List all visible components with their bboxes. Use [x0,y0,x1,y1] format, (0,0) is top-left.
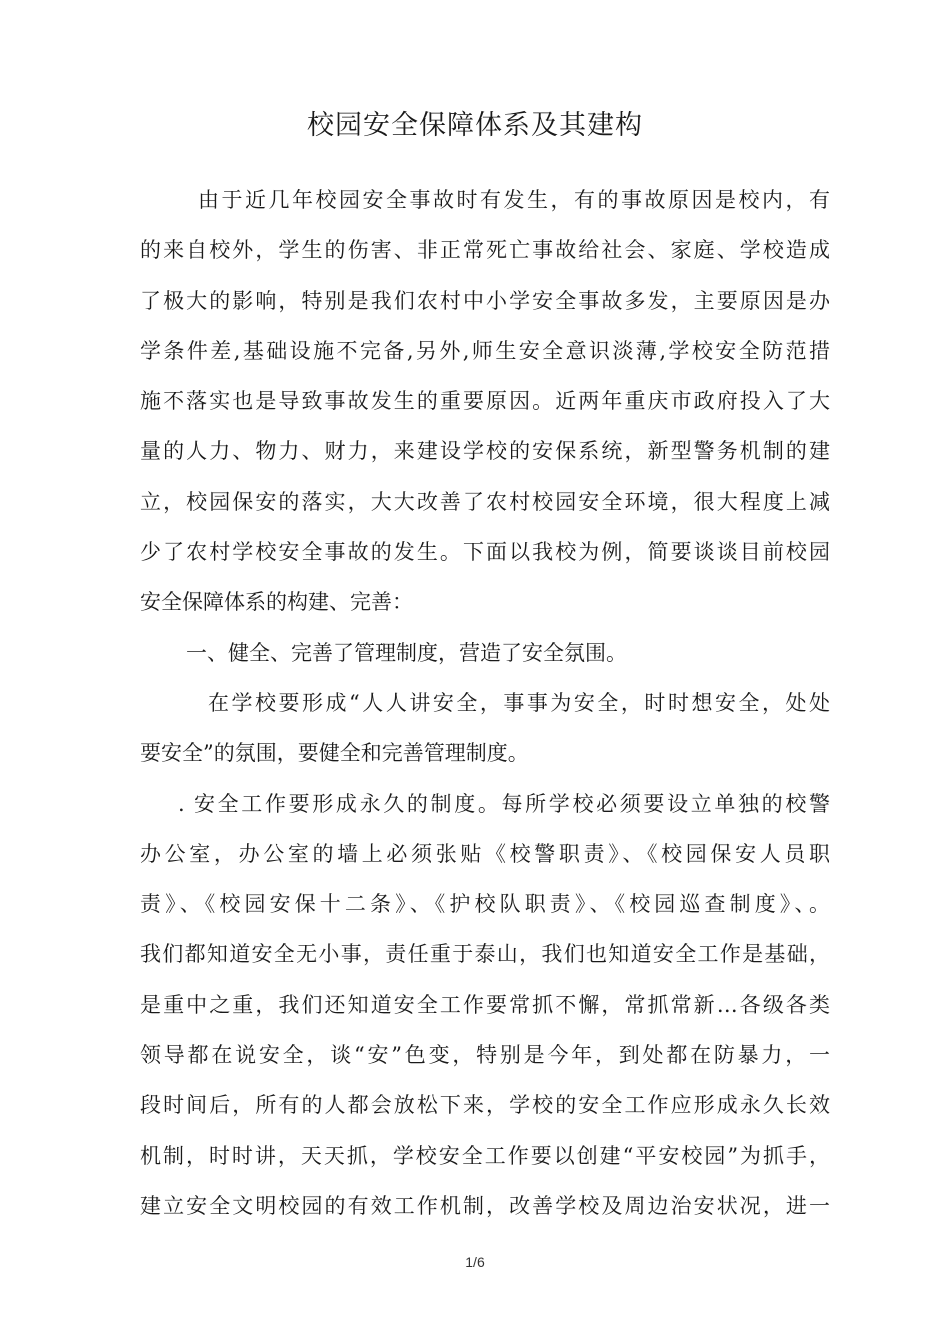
document-body [140,180,830,1236]
paragraph-line: 机制，时时讲，天天抓，学校安全工作要以创建“平安校园”为抓手， [140,1143,830,1168]
paragraph-line: 学条件差,基础设施不完备,另外,师生安全意识淡薄,学校安全防范措 [140,338,830,363]
paragraph-line: 段时间后，所有的人都会放松下来，学校的安全工作应形成永久长效 [140,1093,830,1118]
paragraph-line: 施不落实也是导致事故发生的重要原因。近两年重庆市政府投入了大 [140,389,830,414]
paragraph-line: 责》、《校园安保十二条》、《护校队职责》、《校园巡查制度》、。 [140,892,830,917]
paragraph-line: 领导都在说安全，谈“安”色变，特别是今年，到处都在防暴力，一 [140,1043,830,1068]
paragraph-line: 量的人力、物力、财力，来建设学校的安保系统，新型警务机制的建 [140,439,830,464]
paragraph-line: 建立安全文明校园的有效工作机制，改善学校及周边治安状况，进一 [140,1193,830,1218]
paragraph-line: . 安全工作要形成永久的制度。每所学校必须要设立单独的校警 [178,791,830,816]
paragraph-line: 要安全”的氛围，要健全和完善管理制度。 [140,741,529,766]
page-number: 1/6 [465,1254,485,1270]
document-title: 校园安全保障体系及其建构 [307,110,643,141]
paragraph-line: 在学校要形成“人人讲安全，事事为安全，时时想安全，处处 [208,690,830,715]
paragraph-line: 是重中之重，我们还知道安全工作要常抓不懈，常抓常新…各级各类 [140,992,830,1017]
paragraph-line: 办公室，办公室的墙上必须张贴《校警职责》、《校园保安人员职 [140,841,830,866]
paragraph-line: 少了农村学校安全事故的发生。下面以我校为例，简要谈谈目前校园 [140,540,830,565]
paragraph-line: 的来自校外，学生的伤害、非正常死亡事故给社会、家庭、学校造成 [140,238,830,263]
paragraph-line: 由于近几年校园安全事故时有发生，有的事故原因是校内，有 [198,188,830,212]
paragraph-line: 了极大的影响，特别是我们农村中小学安全事故多发，主要原因是办 [140,288,830,313]
paragraph-line: 我们都知道安全无小事，责任重于泰山，我们也知道安全工作是基础， [140,942,830,967]
paragraph-line: 安全保障体系的构建、完善： [140,590,413,615]
section-heading: 一、健全、完善了管理制度，营造了安全氛围。 [186,640,627,665]
paragraph-line: 立，校园保安的落实，大大改善了农村校园安全环境，很大程度上减 [140,489,830,514]
